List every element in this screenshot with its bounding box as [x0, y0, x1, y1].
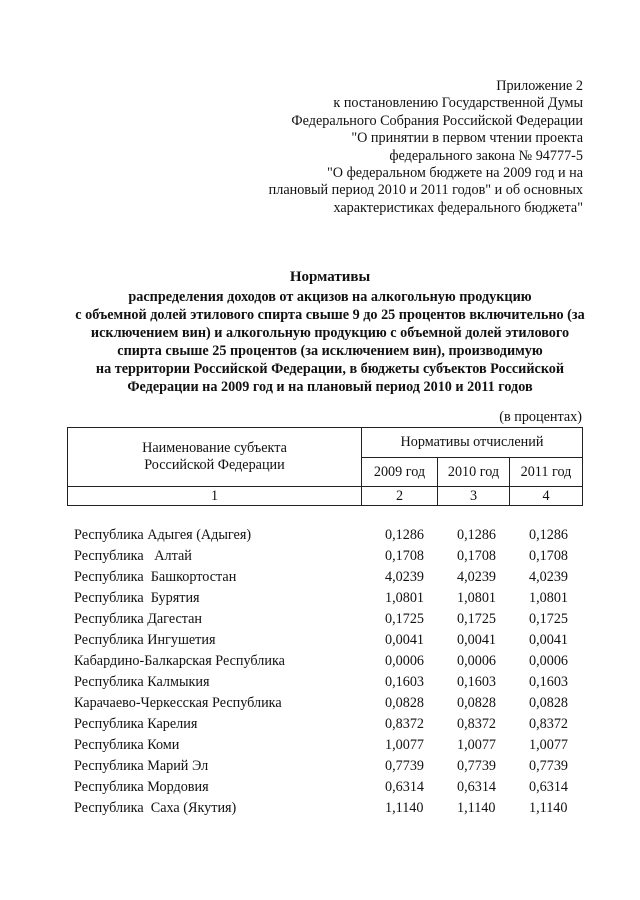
- value-2011: 0,0041: [529, 632, 569, 648]
- value-2009: 0,0006: [385, 653, 425, 669]
- subject-name: Республика Саха (Якутия): [74, 800, 237, 816]
- title-line: спирта свыше 25 процентов (за исключением вин), производимую: [117, 343, 543, 359]
- value-2011: 4,0239: [529, 569, 569, 585]
- appendix-line: Приложение 2: [496, 78, 583, 94]
- value-2009: 0,0828: [385, 695, 425, 711]
- title-line: исключением вин) и алкогольную продукцию с объемной долей этилового: [90, 325, 570, 341]
- appendix-line: характеристиках федерального бюджета": [333, 199, 583, 216]
- appendix-line: федерального закона № 94777-5: [389, 147, 583, 164]
- value-2009: 0,1725: [385, 611, 425, 627]
- subject-name: Республика Марий Эл: [74, 758, 209, 774]
- subject-name: Республика Адыгея (Адыгея): [74, 527, 252, 543]
- table-row: [74, 693, 584, 714]
- value-2011: 0,1708: [529, 548, 569, 564]
- value-2010: 1,0801: [457, 590, 497, 606]
- value-2010: 0,1603: [457, 674, 497, 690]
- title-line: с объемной долей этилового спирта свыше 9 до 25 процентов включительно (за: [75, 307, 585, 323]
- value-2011: 0,1725: [529, 611, 569, 627]
- value-2010: 0,0006: [457, 653, 497, 669]
- table-row: [74, 672, 584, 693]
- value-2011: 1,0077: [529, 737, 569, 753]
- table-row: [74, 651, 584, 672]
- table-row: [74, 567, 584, 588]
- value-2011: 0,6314: [529, 779, 569, 795]
- table-row: [74, 588, 584, 609]
- appendix-line: плановый период 2010 и 2011 годов" и об основных: [268, 182, 583, 199]
- appendix-line: к постановлению Государственной Думы: [333, 95, 583, 112]
- col-number-3: 3: [438, 487, 510, 506]
- value-2009: 0,1708: [385, 548, 425, 564]
- value-2011: 1,1140: [529, 800, 568, 816]
- title-line: распределения доходов от акцизов на алкогольную продукцию: [128, 289, 532, 305]
- header-subject-line: Наименование субъекта: [142, 440, 287, 456]
- value-2009: 1,0077: [385, 737, 425, 753]
- value-2009: 0,0041: [385, 632, 425, 648]
- table-row: [74, 798, 584, 819]
- subject-name: Республика Мордовия: [74, 779, 209, 795]
- value-2009: 4,0239: [385, 569, 425, 585]
- header-year-2011: 2011 год: [510, 458, 583, 487]
- subject-name: Республика Башкортостан: [74, 569, 237, 585]
- subject-name: Карачаево-Черкесская Республика: [74, 695, 282, 711]
- value-2010: 0,7739: [457, 758, 497, 774]
- table-row: [74, 756, 584, 777]
- value-2010: 1,0077: [457, 737, 497, 753]
- subject-name: Республика Коми: [74, 737, 180, 753]
- table-row: [74, 630, 584, 651]
- value-2010: 0,0041: [457, 632, 497, 648]
- table-row: [74, 777, 584, 798]
- title-heading: Нормативы: [289, 269, 371, 285]
- header-year-2010: 2010 год: [438, 458, 510, 487]
- value-2011: 0,1603: [529, 674, 569, 690]
- value-2009: 0,6314: [385, 779, 425, 795]
- value-2009: 0,1286: [385, 527, 425, 543]
- header-subject-line: Российской Федерации: [144, 457, 285, 473]
- col-number-4: 4: [510, 487, 583, 506]
- title-line: Федерации на 2009 год и на плановый период 2010 и 2011 годов: [127, 379, 533, 395]
- table-row: [74, 525, 584, 546]
- value-2010: 4,0239: [457, 569, 497, 585]
- table-row: [74, 609, 584, 630]
- value-2010: 1,1140: [457, 800, 496, 816]
- appendix-line: Федерального Собрания Российской Федерации: [291, 112, 583, 129]
- appendix-line: "О принятии в первом чтении проекта: [351, 130, 583, 147]
- subject-name: Республика Калмыкия: [74, 674, 210, 690]
- value-2009: 1,0801: [385, 590, 425, 606]
- value-2010: 0,1286: [457, 527, 497, 543]
- value-2010: 0,1708: [457, 548, 497, 564]
- value-2011: 0,8372: [529, 716, 569, 732]
- value-2009: 0,7739: [385, 758, 425, 774]
- header-year-2009: 2009 год: [362, 458, 438, 487]
- subject-name: Республика Ингушетия: [74, 632, 216, 648]
- value-2011: 0,0006: [529, 653, 569, 669]
- value-2011: 0,0828: [529, 695, 569, 711]
- col-number-2: 2: [362, 487, 438, 506]
- units-label: (в процентах): [499, 409, 582, 425]
- value-2010: 0,1725: [457, 611, 497, 627]
- subject-name: Республика Карелия: [74, 716, 198, 732]
- col-number-1: 1: [68, 487, 362, 506]
- value-2011: 1,0801: [529, 590, 569, 606]
- document-title: [40, 268, 620, 396]
- value-2009: 0,1603: [385, 674, 425, 690]
- header-subject-name: [68, 428, 362, 487]
- title-line: на территории Российской Федерации, в бюджеты субъектов Российской: [95, 361, 565, 377]
- table-row: [74, 546, 584, 567]
- table-body: [74, 525, 584, 819]
- appendix-line: "О федеральном бюджете на 2009 год и на: [327, 165, 583, 182]
- header-norms: Нормативы отчислений: [362, 428, 583, 458]
- table-row: [74, 735, 584, 756]
- subject-name: Республика Дагестан: [74, 611, 203, 627]
- value-2009: 0,8372: [385, 716, 425, 732]
- value-2010: 0,6314: [457, 779, 497, 795]
- subject-name: Республика Алтай: [74, 548, 192, 564]
- value-2010: 0,8372: [457, 716, 497, 732]
- subject-name: Кабардино-Балкарская Республика: [74, 653, 285, 669]
- value-2010: 0,0828: [457, 695, 497, 711]
- value-2011: 0,1286: [529, 527, 569, 543]
- appendix-header: [269, 78, 583, 217]
- value-2011: 0,7739: [529, 758, 569, 774]
- value-2009: 1,1140: [385, 800, 424, 816]
- table-header: [67, 427, 583, 506]
- subject-name: Республика Бурятия: [74, 590, 200, 606]
- table-row: [74, 714, 584, 735]
